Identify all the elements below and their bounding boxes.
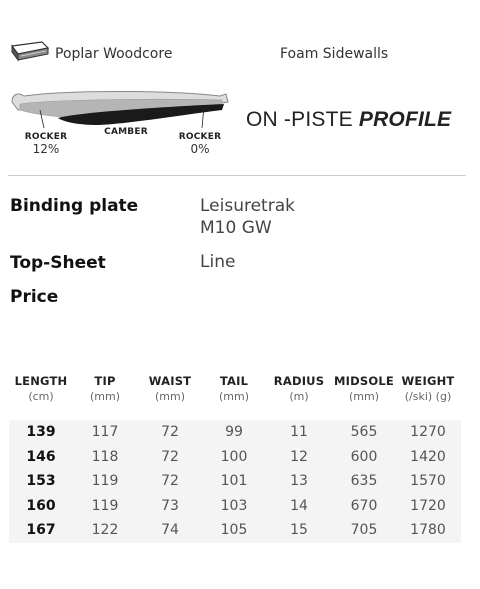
cell-tail: 100 (220, 448, 248, 465)
header-label: WEIGHT (401, 374, 455, 388)
table-row (9, 494, 461, 519)
section-divider (8, 175, 466, 176)
cell-radius: 12 (290, 448, 308, 465)
cell-tip: 118 (91, 448, 119, 465)
cell-tail: 101 (220, 473, 248, 490)
topsheet-key: Top-Sheet (10, 253, 106, 273)
woodcore-icon (10, 40, 50, 62)
cell-tip: 119 (91, 497, 119, 514)
rocker-right-value: 0% (190, 142, 210, 156)
header-label: LENGTH (14, 374, 68, 388)
header-label: WAIST (148, 374, 192, 388)
cell-waist: 72 (161, 448, 179, 465)
cell-midsole: 635 (350, 473, 378, 490)
table-header (9, 374, 461, 414)
table-row (9, 420, 461, 445)
header-unit: (mm) (154, 390, 185, 403)
cell-weight: 1720 (410, 497, 446, 514)
cell-waist: 74 (161, 522, 179, 539)
cell-weight: 1780 (410, 522, 446, 539)
header-unit: (mm) (218, 390, 249, 403)
header-waist (138, 374, 202, 403)
cell-length: 146 (26, 448, 56, 465)
woodcore-label: Poplar Woodcore (55, 46, 173, 62)
cell-radius: 11 (290, 424, 308, 440)
price-key: Price (10, 287, 59, 307)
sidewalls-label: Foam Sidewalls (280, 46, 389, 62)
cell-radius: 15 (290, 522, 308, 539)
cell-midsole: 565 (350, 424, 378, 440)
header-unit: (/ski) (g) (404, 390, 452, 403)
cell-waist: 72 (161, 424, 179, 440)
cell-waist: 73 (161, 497, 179, 514)
cell-weight: 1570 (410, 473, 446, 490)
header-label: MIDSOLE (334, 374, 394, 388)
cell-weight: 1270 (410, 424, 446, 440)
profile-title (246, 108, 451, 132)
cell-tail: 103 (220, 497, 248, 514)
header-label: TIP (94, 374, 116, 388)
header-label: RADIUS (273, 374, 325, 388)
rocker-right-label: ROCKER (178, 132, 222, 142)
rocker-left-label: ROCKER (24, 132, 68, 142)
cell-radius: 13 (290, 473, 308, 490)
cell-midsole: 705 (350, 522, 378, 539)
cell-midsole: 600 (350, 448, 378, 465)
profile-title-bold: PROFILE (358, 108, 452, 131)
rocker-left-value: 12% (32, 142, 60, 156)
topsheet-value: Line (200, 252, 236, 272)
cell-weight: 1420 (410, 448, 446, 465)
cell-tail: 105 (220, 522, 248, 539)
cell-length: 167 (26, 522, 56, 539)
cell-length: 153 (26, 473, 56, 490)
header-tip (73, 374, 137, 403)
table-body (9, 420, 461, 543)
header-unit: (mm) (89, 390, 120, 403)
cell-waist: 72 (161, 473, 179, 490)
cell-tip: 117 (91, 424, 119, 440)
cell-radius: 14 (290, 497, 308, 514)
cell-tip: 119 (91, 473, 119, 490)
header-label: TAIL (219, 374, 249, 388)
table-row (9, 518, 461, 543)
camber-label: CAMBER (104, 127, 148, 137)
binding-plate-line1: Leisuretrak (200, 196, 295, 216)
cell-tail: 99 (225, 424, 243, 440)
header-unit: (cm) (28, 390, 54, 403)
header-radius (267, 374, 331, 403)
table-row (9, 469, 461, 494)
cell-tip: 122 (91, 522, 119, 539)
header-tail (202, 374, 266, 403)
header-unit: (m) (289, 390, 309, 403)
header-length (9, 374, 73, 403)
binding-plate-line2: M10 GW (200, 218, 272, 238)
table-row (9, 445, 461, 470)
header-weight (396, 374, 460, 403)
cell-midsole: 670 (350, 497, 378, 514)
binding-plate-key: Binding plate (10, 196, 139, 216)
header-midsole (332, 374, 396, 403)
cell-length: 160 (26, 497, 56, 514)
header-unit: (mm) (348, 390, 379, 403)
cell-length: 139 (26, 424, 56, 440)
profile-title-light: ON -PISTE (246, 108, 359, 131)
